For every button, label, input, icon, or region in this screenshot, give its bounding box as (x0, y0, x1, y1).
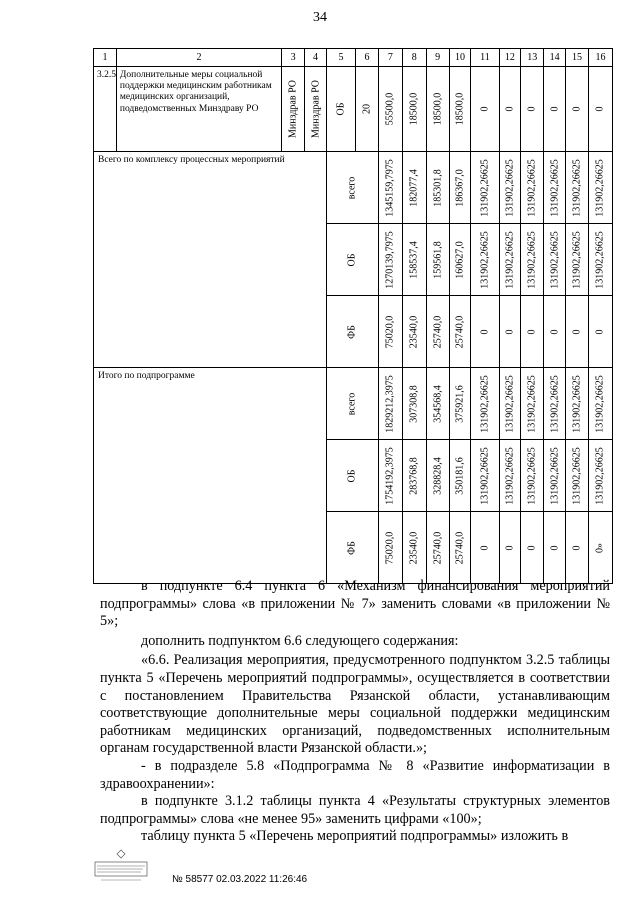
financing-table (93, 48, 613, 584)
row-description: Дополнительные меры социальной поддержки медицинским работникам медицинских организаций, подведомственных Минздраву РО (119, 70, 272, 114)
value-cell: 131902,26625 (504, 446, 516, 505)
value-cell: 131902,26625 (571, 158, 583, 217)
value-cell: 18500,0 (408, 92, 420, 126)
value-cell: 1829212,3975 (384, 374, 396, 433)
paragraph: «6.6. Реализация мероприятия, предусмотренного подпунктом 3.2.5 таблицы пункта 5 «Перечень мероприятий подпрограммы», осуществляется в соответствии с постановлением Правительства Рязанской области, устанавливающим соответствующие дополнительные меры социальной поддержки медицинским работникам медицинских организаций, подведомственных исполнительным органам государственной власти Рязанской области.»; (100, 652, 610, 757)
group-label: Всего по комплексу процессных мероприятий (98, 155, 285, 165)
value-cell: 1345159,7975 (384, 158, 396, 217)
value-cell: 131902,26625 (504, 230, 516, 289)
value-cell: 0 (571, 106, 583, 112)
value-cell: 182077,4 (408, 168, 420, 207)
funding-type: всего (346, 176, 358, 199)
value-cell: 18500,0 (454, 92, 466, 126)
value-cell: 0 (479, 329, 491, 334)
value-cell: 75020,0 (384, 315, 396, 348)
header-cell: 14 (544, 49, 566, 67)
header-cell: 5 (326, 49, 355, 67)
value-cell: 75020,0 (384, 531, 396, 564)
header-cell: 13 (521, 49, 544, 67)
value-cell: 0 (526, 106, 538, 112)
registration-stamp-icon (93, 848, 163, 888)
paragraph: таблицу пункта 5 «Перечень мероприятий подпрограммы» изложить в (141, 828, 569, 845)
value-cell: 0 (549, 329, 561, 334)
paragraph: дополнить подпунктом 6.6 следующего содержания: (141, 632, 459, 649)
value-cell: 0 (526, 329, 538, 334)
value-cell: 0» (594, 542, 606, 553)
header-cell: 11 (471, 49, 499, 67)
value-cell: 131902,26625 (479, 374, 491, 433)
page-number: 34 (313, 10, 327, 25)
value-cell: 131902,26625 (479, 230, 491, 289)
funding-type: ОБ (346, 469, 358, 482)
value-cell: 1754192,3975 (384, 446, 396, 505)
funding-type: ФБ (346, 324, 358, 339)
header-cell: 6 (356, 49, 379, 67)
value-cell: 131902,26625 (526, 230, 538, 289)
value-cell: 0 (479, 545, 491, 550)
header-cell: 7 (378, 49, 402, 67)
document-body (100, 578, 610, 846)
funding-type: всего (346, 392, 358, 415)
header-cell: 4 (305, 49, 327, 67)
kbk-code: 20 (361, 104, 373, 114)
value-cell: 25740,0 (432, 531, 444, 564)
paragraph: - в подразделе 5.8 «Подпрограмма № 8 «Развитие информатизации в здравоохранении»: (100, 757, 610, 792)
value-cell: 131902,26625 (479, 158, 491, 217)
header-cell: 8 (402, 49, 426, 67)
paragraph: в подпункте 6.4 пункта 6 «Механизм финансирования мероприятий подпрограммы» слова «в приложении № 7» заменить словами «в приложении № 5»; (100, 578, 610, 630)
value-cell: 0 (594, 329, 606, 334)
value-cell: 0 (504, 329, 516, 334)
value-cell: 307308,8 (408, 384, 420, 423)
value-cell: 283768,8 (408, 456, 420, 495)
value-cell: 0 (504, 106, 516, 112)
value-cell: 0 (571, 545, 583, 550)
header-cell: 15 (566, 49, 589, 67)
header-cell: 10 (449, 49, 471, 67)
value-cell: 186367,0 (454, 168, 466, 207)
value-cell: 131902,26625 (594, 446, 606, 505)
value-cell: 131902,26625 (526, 446, 538, 505)
value-cell: 131902,26625 (549, 374, 561, 433)
value-cell: 131902,26625 (594, 230, 606, 289)
header-cell: 12 (499, 49, 521, 67)
co-executor: Минздрав РО (310, 79, 322, 139)
value-cell: 131902,26625 (549, 158, 561, 217)
value-cell: 1270139,7975 (384, 230, 396, 289)
value-cell: 350181,6 (454, 456, 466, 495)
value-cell: 0 (549, 106, 561, 112)
value-cell: 131902,26625 (571, 446, 583, 505)
header-cell: 3 (282, 49, 305, 67)
value-cell: 131902,26625 (526, 158, 538, 217)
value-cell: 375921,6 (454, 384, 466, 423)
value-cell: 55500,0 (384, 92, 396, 126)
funding-source: ОБ (335, 102, 347, 116)
header-cell: 1 (94, 49, 117, 67)
value-cell: 0 (571, 329, 583, 334)
group-label: Итого по подпрограмме (98, 371, 195, 381)
value-cell: 159561,8 (432, 240, 444, 279)
value-cell: 18500,0 (432, 92, 444, 126)
value-cell: 131902,26625 (594, 374, 606, 433)
table-row (94, 152, 613, 224)
value-cell: 158537,4 (408, 240, 420, 279)
value-cell: 0 (526, 545, 538, 550)
header-cell: 16 (588, 49, 612, 67)
value-cell: 23540,0 (408, 315, 420, 348)
value-cell: 160627,0 (454, 240, 466, 279)
value-cell: 131902,26625 (504, 374, 516, 433)
row-code: 3.2.5 (97, 70, 116, 80)
document-stamp: № 58577 02.03.2022 11:26:46 (172, 874, 308, 885)
value-cell: 23540,0 (408, 531, 420, 564)
value-cell: 131902,26625 (571, 374, 583, 433)
value-cell: 131902,26625 (504, 158, 516, 217)
funding-type: ОБ (346, 253, 358, 266)
value-cell: 185301,8 (432, 168, 444, 207)
value-cell: 131902,26625 (526, 374, 538, 433)
value-cell: 131902,26625 (549, 230, 561, 289)
value-cell: 25740,0 (454, 315, 466, 348)
value-cell: 25740,0 (432, 315, 444, 348)
table-row (94, 368, 613, 440)
value-cell: 0 (549, 545, 561, 550)
funding-type: ФБ (346, 540, 358, 555)
header-cell: 2 (116, 49, 281, 67)
responsible-executor: Минздрав РО (287, 79, 299, 139)
value-cell: 0 (479, 106, 491, 112)
value-cell: 0 (504, 545, 516, 550)
value-cell: 131902,26625 (594, 158, 606, 217)
table-row (94, 67, 613, 152)
value-cell: 131902,26625 (571, 230, 583, 289)
value-cell: 328828,4 (432, 456, 444, 495)
value-cell: 354568,4 (432, 384, 444, 423)
value-cell: 131902,26625 (479, 446, 491, 505)
header-cell: 9 (426, 49, 449, 67)
value-cell: 131902,26625 (549, 446, 561, 505)
value-cell: 0 (594, 106, 606, 112)
table-header-row (94, 49, 613, 67)
value-cell: 25740,0 (454, 531, 466, 564)
paragraph: в подпункте 3.1.2 таблицы пункта 4 «Результаты структурных элементов подпрограммы» слова «не менее 95» заменить цифрами «100»; (100, 793, 610, 827)
